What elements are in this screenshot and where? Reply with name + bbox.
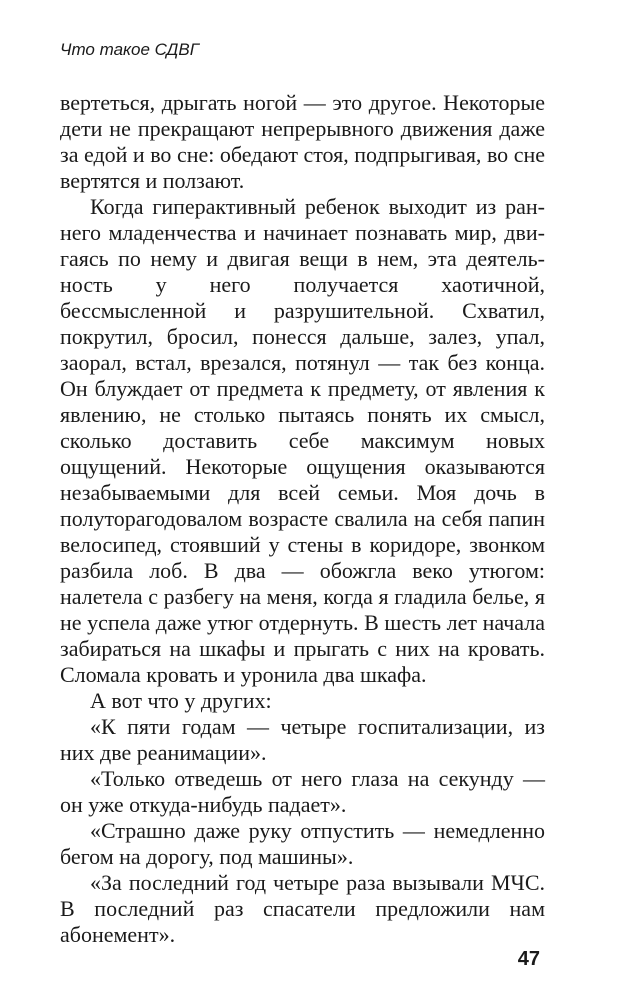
running-head: Что такое СДВГ bbox=[60, 40, 199, 59]
quote-paragraph: «За последний год четыре раза вызывали МЧС. В последний раз спасатели предложили нам абонемент». bbox=[60, 870, 545, 947]
paragraph: вертеться, дрыгать ногой — это другое. Некоторые дети не прекращают непрерывного движения даже за едой и во сне: обедают стоя, подпрыгивая, во сне вертятся и ползают. bbox=[60, 90, 545, 193]
paragraph: А вот что у других: bbox=[90, 688, 272, 713]
quote-paragraph: «К пяти годам — четыре госпитализации, из них две реанимации». bbox=[60, 714, 545, 765]
quote-paragraph: «Только отведешь от него глаза на секунду — он уже откуда-нибудь падает». bbox=[60, 766, 545, 817]
paragraph: Когда гиперактивный ребенок выходит из раннего младенчества и начинает познавать мир, двигаясь по нему и двигая вещи в нем, эта деятельность у него получается хаотичной, бессмысленной и разрушительной. Схватил, покрутил, бросил, понесся дальше, залез, упал, заорал, встал, врезался, потянул — так без конца. Он блуждает от предмета к предмету, от явления к явлению, не столько пытаясь понять их смысл, сколько доставить себе максимум новых ощущений. Некоторые ощущения оказываются незабываемыми для всей семьи. Моя дочь в полуторагодовалом возрасте свалила на себя папин велосипед, стоявший у стены в коридоре, звонком разбила лоб. В два — обожгла веко утюгом: налетела с разбегу на меня, когда я гладила белье, я не успела даже утюг отдернуть. В шесть лет начала забираться на шкафы и прыгать с них на кровать. Сломала кровать и уронила два шкафа. bbox=[60, 194, 545, 687]
body-text bbox=[60, 90, 545, 948]
quote-paragraph: «Страшно даже руку отпустить — немедленно бегом на дорогу, под машины». bbox=[60, 818, 545, 869]
page-number: 47 bbox=[517, 948, 540, 970]
